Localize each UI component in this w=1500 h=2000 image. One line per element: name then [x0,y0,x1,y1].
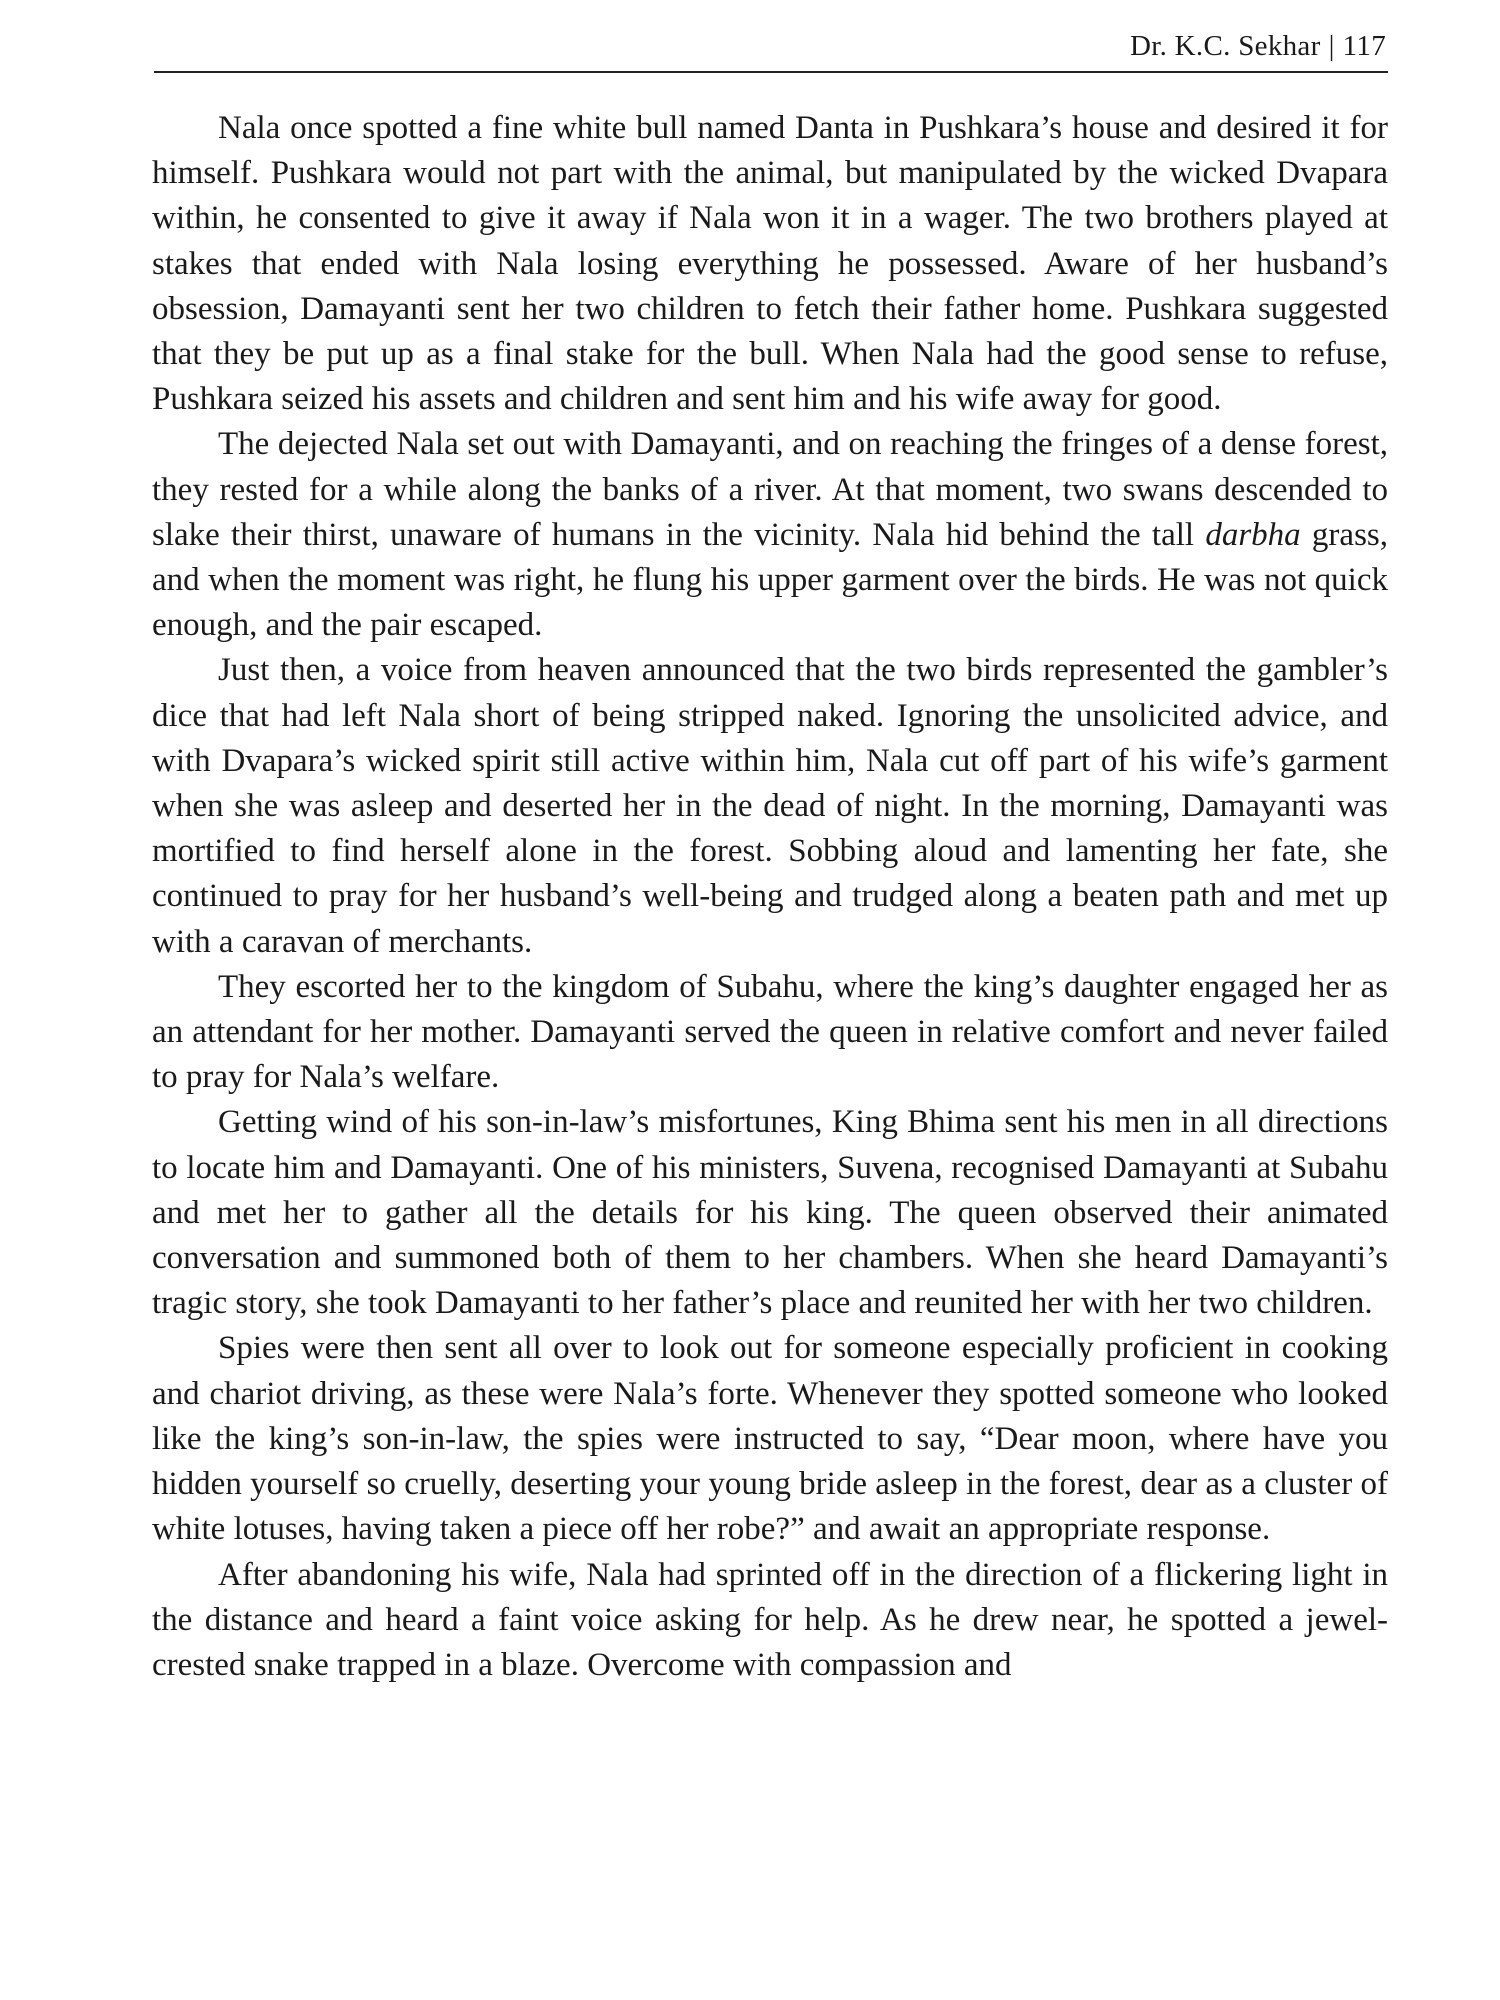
header-rule [154,71,1388,73]
running-header [1130,30,1386,63]
header-separator: | [1328,30,1335,62]
paragraph: Just then, a voice from heaven announced that the two birds represented the gambler’s dice that had left Nala short of being stripped naked. Ignoring the unsolicited advice, and with Dvapara’s wicked spirit still active within him, Nala cut off part of his wife’s garment when she was asleep and deserted her in the dead of night. In the morning, Damayanti was mortified to find herself alone in the forest. Sobbing aloud and lamenting her fate, she continued to pray for her husband’s well-being and trudged along a beaten path and met up with a caravan of merchants. [152,652,1388,960]
paragraph-text: grass, and when the moment was right, he flung his upper garment over the birds. He was not quick enough, and the pair escaped. [152,516,1389,644]
paragraph: After abandoning his wife, Nala had sprinted off in the direction of a flickering light in the distance and heard a faint voice asking for help. As he drew near, he spotted a jewel-crested snake trapped in a blaze. Overcome with compassion and [152,1556,1388,1683]
paragraph [152,422,1388,648]
author-name: Dr. K.C. Sekhar [1129,30,1321,62]
italic-term: darbha [1205,516,1301,553]
paragraph: Nala once spotted a fine white bull named Danta in Pushkara’s house and desired it for himself. Pushkara would not part with the animal, but manipulated by the wicked Dvapara within, he consented to give it away if Nala won it in a wager. The two brothers played at stakes that ended with Nala losing everything he possessed. Aware of her husband’s obsession, Damayanti sent her two children to fetch their father home. Pushkara suggested that they be put up as a final stake for the bull. When Nala had the good sense to refuse, Pushkara seized his assets and children and sent him and his wife away for good. [152,110,1388,418]
body-text [152,106,1388,1688]
paragraph: Getting wind of his son-in-law’s misfortunes, King Bhima sent his men in all directions to locate him and Damayanti. One of his ministers, Suvena, recognised Damayanti at Subahu and met her to gather all the details for his king. The queen observed their animated conversation and summoned both of them to her chambers. When she heard Damayanti’s tragic story, she took Damayanti to her father’s place and reunited her with her two children. [152,1104,1388,1322]
paragraph-text: The dejected Nala set out with Damayanti, and on reaching the fringes of a dense forest, they rested for a while along the banks of a river. At that moment, two swans descended to slake their thirst, unaware of humans in the vicinity. Nala hid behind the tall [152,426,1388,553]
paragraph: Spies were then sent all over to look out for someone especially proficient in cooking and chariot driving, as these were Nala’s forte. Whenever they spotted someone who looked like the king’s son-in-law, the spies were instructed to say, “Dear moon, where have you hidden yourself so cruelly, deserting your young bride asleep in the forest, dear as a cluster of white lotuses, having taken a piece off her robe?” and await an appropriate response. [152,1330,1388,1548]
paragraph: They escorted her to the kingdom of Subahu, where the king’s daughter engaged her as an attendant for her mother. Damayanti served the queen in relative comfort and never failed to pray for Nala’s welfare. [152,968,1388,1096]
page-number: 117 [1342,30,1386,62]
